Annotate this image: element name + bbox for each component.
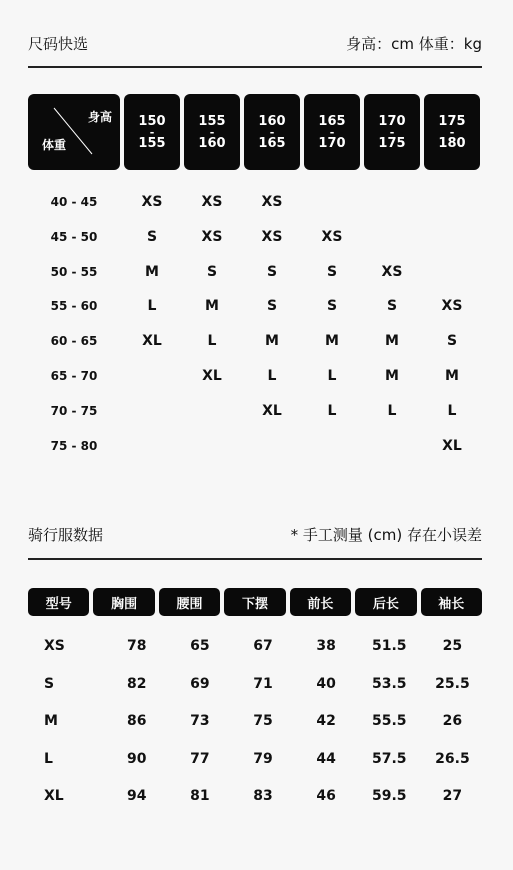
measurement-cell: 71 [253,675,273,692]
weight-range-label: 75 - 80 [50,438,98,453]
column-header: 胸围 [93,588,154,616]
measurement-cell: 25 [442,638,463,654]
size-cell: S [446,333,458,350]
diagonal-line-icon [28,94,120,170]
height-range-cell [364,94,420,170]
size-cell: XL [262,402,282,419]
size-cell: L [207,333,217,350]
measurement-cell: 55.5 [372,713,407,729]
measurement-cell: 59.5 [372,788,407,804]
measurement-cell: 69 [190,675,210,692]
column-header: 腰围 [159,588,220,616]
weight-range-label: 60 - 65 [50,334,98,349]
height-from: 160 [258,113,286,129]
table-row [28,711,482,731]
range-separator: - [149,125,155,139]
size-cell: XL [442,437,462,454]
measurement-cell: 86 [126,713,147,729]
size-cell: L [147,298,157,315]
weight-range-label: 40 - 45 [50,195,98,209]
measurement-cell: 73 [190,713,210,729]
measurement-cell: 57.5 [372,750,407,767]
measurement-cell: 78 [126,638,147,654]
size-cell: L [267,368,277,384]
height-to: 180 [438,135,466,151]
size-cell: M [145,263,159,280]
measurement-table-header [28,588,482,616]
size-cell: S [266,298,278,315]
measurement-cell: 26 [442,713,463,729]
size-grid-row [28,366,482,386]
table-row [28,749,482,769]
size-grid-row [28,262,482,282]
size-cell: L [387,402,397,419]
height-to: 165 [258,135,286,151]
measurement-cell: 83 [253,788,273,804]
size-label-cell: XL [44,788,64,804]
range-separator: - [389,125,395,139]
table-row [28,674,482,694]
column-header: 下摆 [224,588,285,616]
measurement-cell: 81 [190,788,210,804]
column-header: 前长 [290,588,351,616]
measurement-cell: 65 [190,638,210,654]
size-cell: L [447,402,457,419]
size-cell: XL [202,368,222,384]
column-header: 后长 [355,588,416,616]
size-grid-row [28,192,482,212]
size-cell: M [265,333,279,350]
size-cell: XS [141,194,163,210]
size-cell: XS [261,228,283,245]
height-from: 175 [438,113,466,129]
measurement-cell: 82 [126,675,147,692]
size-cell: S [326,298,338,315]
height-to: 160 [198,135,226,151]
range-separator: - [449,125,455,139]
size-cell: M [325,333,339,350]
range-separator: - [329,125,335,139]
measurement-cell: 67 [253,638,273,654]
column-header: 袖长 [421,588,482,616]
size-cell: L [327,368,337,384]
height-range-cell [124,94,180,170]
measurement-cell: 90 [126,750,147,767]
measurement-cell: 51.5 [372,638,407,654]
size-cell: S [386,298,398,315]
size-cell: XS [441,298,463,315]
weight-range-label: 65 - 70 [50,369,98,383]
measurement-cell: 46 [316,788,336,804]
size-cell: XS [201,194,223,210]
size-grid-row [28,331,482,351]
size-cell: S [326,263,338,280]
size-cell: M [205,298,219,315]
height-from: 170 [378,113,406,129]
divider [28,66,482,68]
size-cell: M [445,368,459,384]
size-cell: XS [201,228,223,245]
column-header: 型号 [28,588,89,616]
measurement-cell: 77 [190,750,210,767]
size-grid-row [28,436,482,456]
height-range-cell [184,94,240,170]
height-to: 170 [318,135,346,151]
size-label-cell: M [44,713,58,729]
size-cell: L [327,402,337,419]
range-separator: - [209,125,215,139]
size-cell: XS [381,263,403,280]
weight-range-label: 55 - 60 [50,299,98,314]
height-to: 175 [378,135,406,151]
measurement-cell: 79 [253,750,273,767]
size-picker-title: 尺码快选 [28,35,89,53]
size-cell: XL [142,333,162,350]
size-grid-header [28,94,482,170]
measurement-cell: 94 [126,788,147,804]
size-label-cell: S [44,675,55,692]
measurement-cell: 75 [253,713,273,729]
table-row [28,786,482,806]
height-from: 150 [138,113,166,129]
size-cell: XS [261,194,283,210]
measurement-cell: 42 [316,713,336,729]
measurement-cell: 40 [316,675,336,692]
measurement-cell: 44 [316,750,336,767]
corner-height-label: 身高 [87,110,112,124]
size-picker-header [28,33,482,54]
corner-weight-label: 体重 [42,138,67,152]
height-range-cell [424,94,480,170]
size-cell: S [266,263,278,280]
measurements-header [28,524,482,545]
size-grid-row [28,401,482,421]
corner-cell [28,94,120,170]
size-cell: S [206,263,218,280]
measurement-cell: 38 [316,638,336,654]
height-range-cell [244,94,300,170]
weight-range-label: 50 - 55 [50,264,98,279]
units-note: 身高：cm 体重：kg [346,35,482,53]
height-from: 155 [198,113,226,129]
range-separator: - [269,125,275,139]
size-grid-row [28,227,482,247]
measurement-cell: 27 [442,788,463,804]
measurement-cell: 26.5 [435,750,470,767]
size-cell: M [385,368,399,384]
size-grid-row [28,296,482,316]
measurement-cell: 25.5 [435,675,470,692]
size-cell: M [385,333,399,350]
height-to: 155 [138,135,166,151]
measurement-cell: 53.5 [372,675,407,692]
size-label-cell: L [44,750,53,767]
weight-range-label: 70 - 75 [50,403,98,418]
size-cell: XS [321,228,343,245]
measurement-note: * 手工测量 (cm) 存在小误差 [290,526,482,544]
size-label-cell: XS [44,638,65,654]
weight-range-label: 45 - 50 [50,229,98,244]
height-from: 165 [318,113,346,129]
table-row [28,636,482,656]
divider [28,558,482,560]
height-range-cell [304,94,360,170]
measurements-title: 骑行服数据 [28,526,104,544]
size-cell: S [146,228,158,245]
